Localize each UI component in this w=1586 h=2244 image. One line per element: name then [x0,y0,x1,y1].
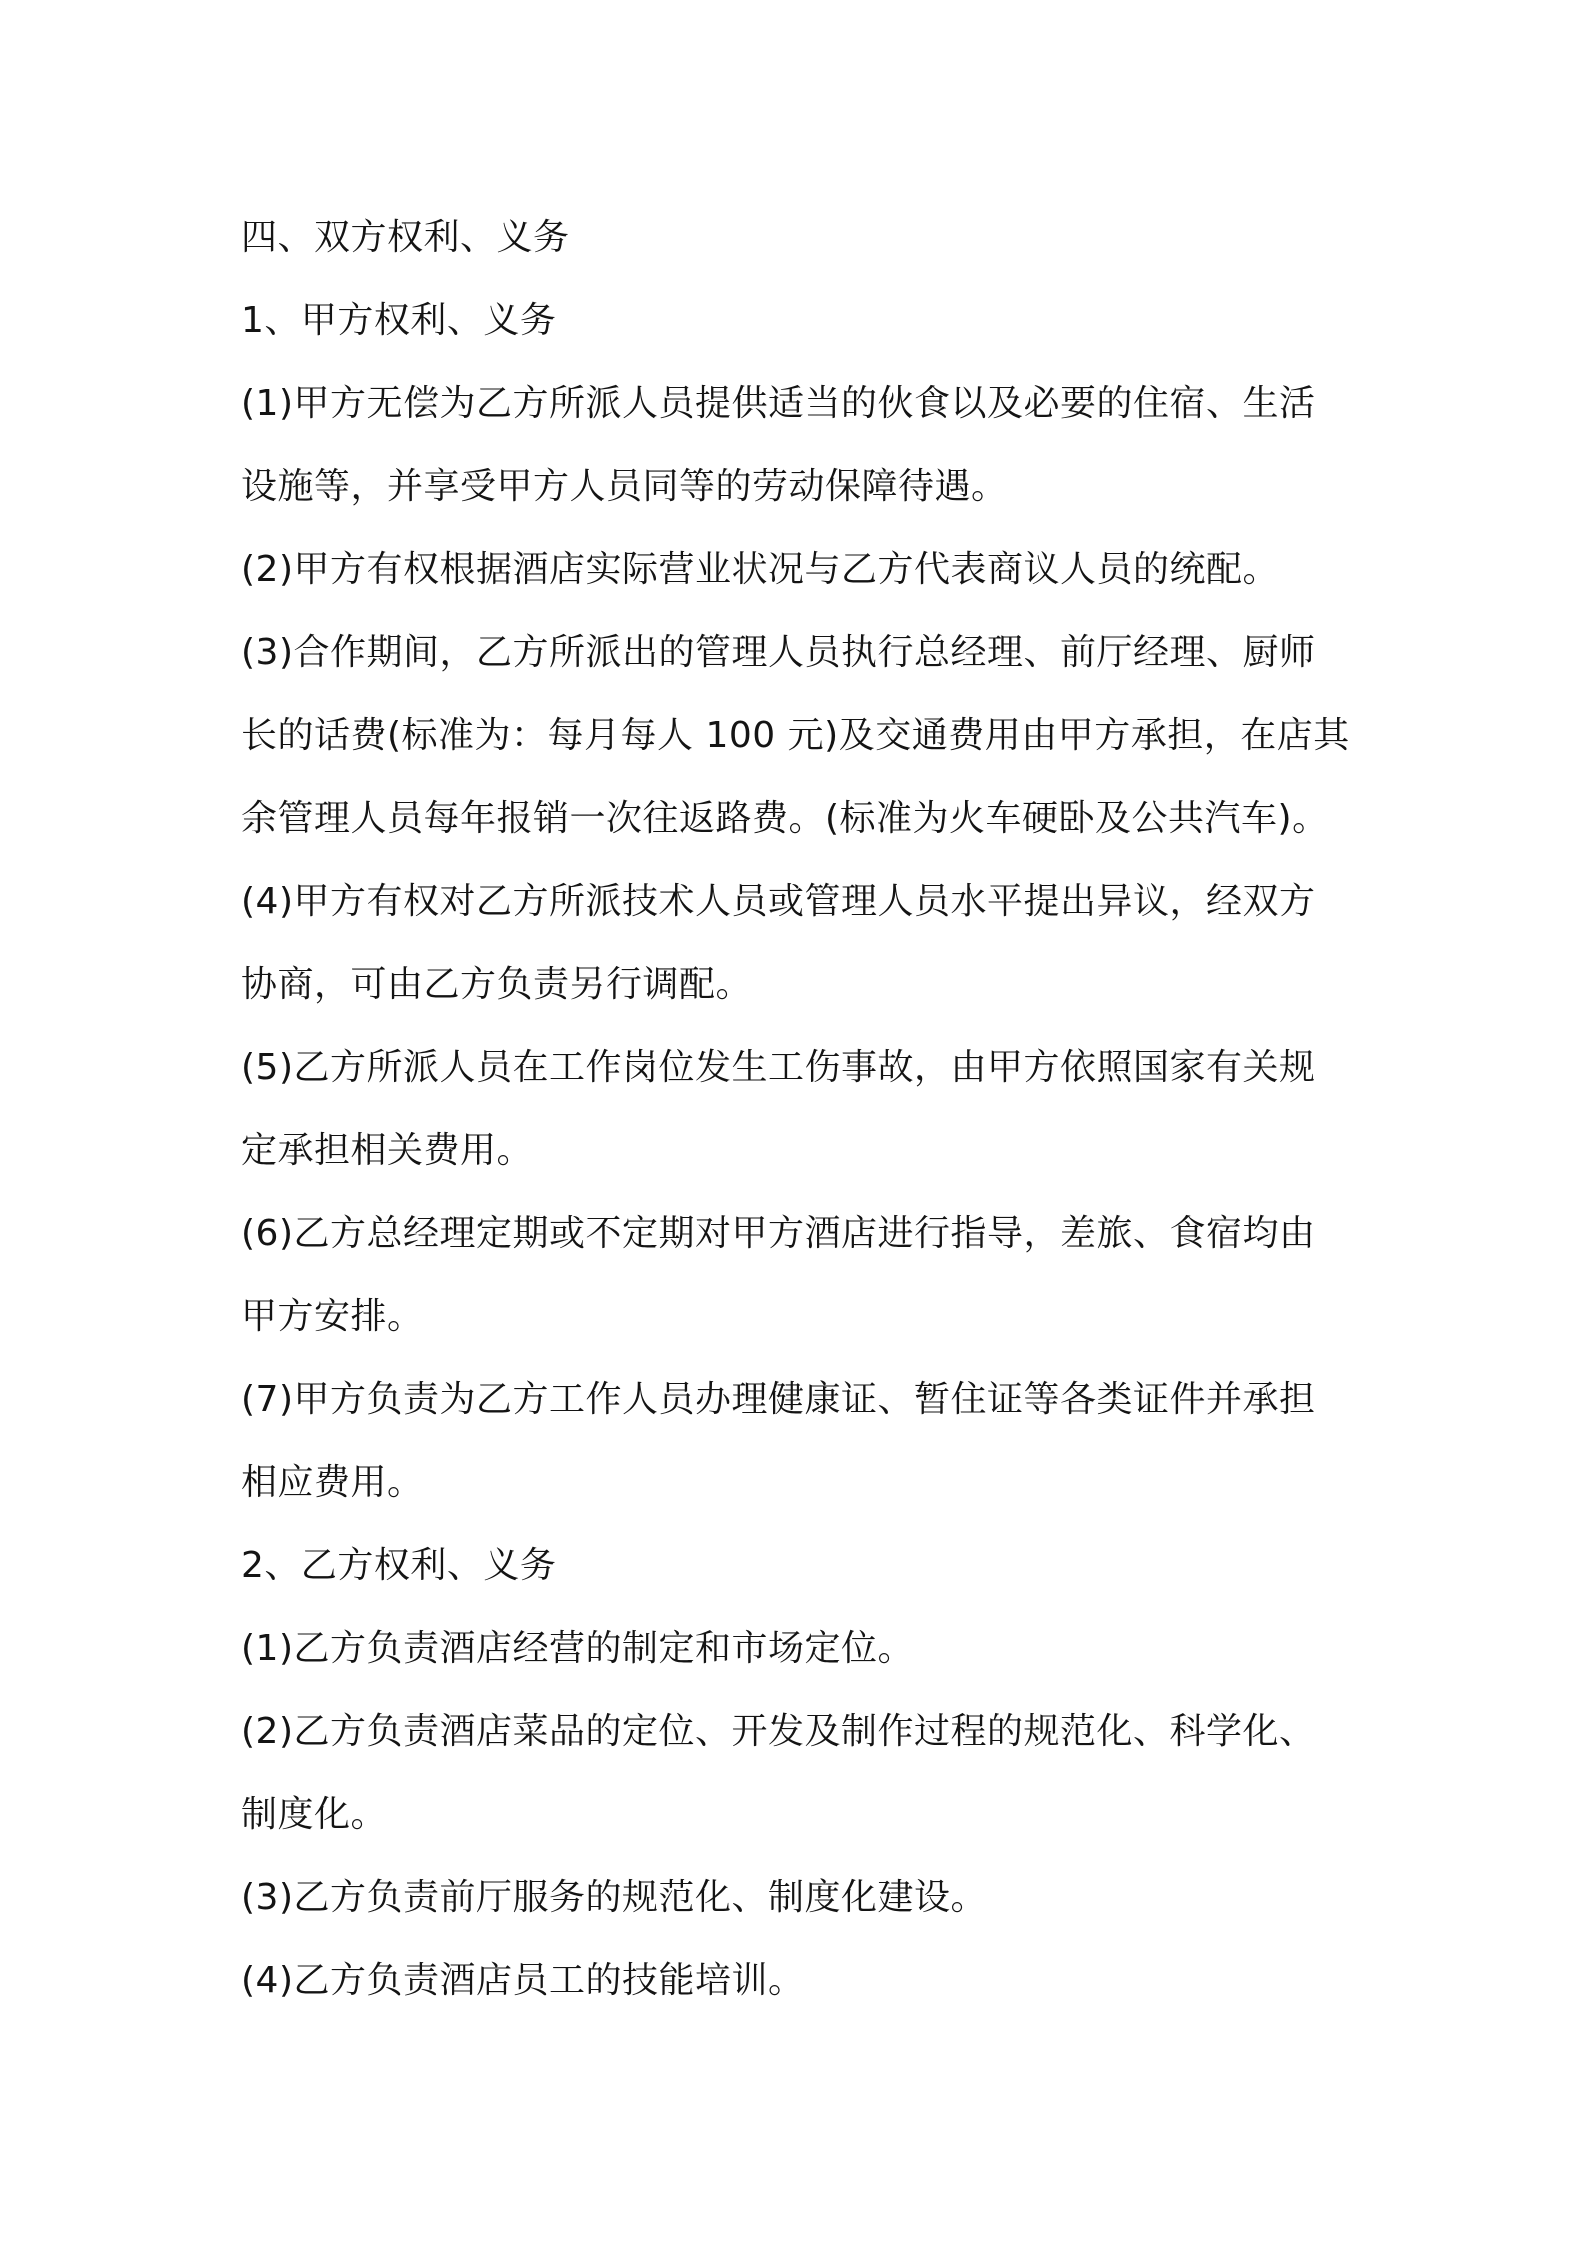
text-line: (4)乙方负责酒店员工的技能培训。 [241,1960,805,2001]
text-line: (1)乙方负责酒店经营的制定和市场定位。 [241,1628,914,1669]
text-line: 定承担相关费用。 [241,1130,534,1171]
section-heading: 四、双方权利、义务 [241,217,570,258]
text-line: (3)合作期间，乙方所派出的管理人员执行总经理、前厅经理、厨师 [241,632,1316,673]
subsection-heading-party-a: 1、甲方权利、义务 [241,300,557,341]
text-line: 设施等，并享受甲方人员同等的劳动保障待遇。 [241,466,1008,507]
text-line: (5)乙方所派人员在工作岗位发生工伤事故，由甲方依照国家有关规 [241,1047,1316,1088]
text-line: 相应费用。 [241,1462,424,1503]
text-line: (3)乙方负责前厅服务的规范化、制度化建设。 [241,1877,987,1918]
text-line: 协商，可由乙方负责另行调配。 [241,964,753,1005]
text-line: (1)甲方无偿为乙方所派人员提供适当的伙食以及必要的住宿、生活 [241,383,1316,424]
document-body [241,196,1361,2022]
text-line: 长的话费(标准为：每月每人 100 元)及交通费用由甲方承担，在店其 [241,715,1350,756]
text-line: 制度化。 [241,1794,388,1835]
text-line: (7)甲方负责为乙方工作人员办理健康证、暂住证等各类证件并承担 [241,1379,1316,1420]
text-line: (4)甲方有权对乙方所派技术人员或管理人员水平提出异议，经双方 [241,881,1316,922]
text-line: (2)乙方负责酒店菜品的定位、开发及制作过程的规范化、科学化、 [241,1711,1316,1752]
text-line: 甲方安排。 [241,1296,424,1337]
subsection-heading-party-b: 2、乙方权利、义务 [241,1545,557,1586]
text-line: (2)甲方有权根据酒店实际营业状况与乙方代表商议人员的统配。 [241,549,1279,590]
text-line: 余管理人员每年报销一次往返路费。(标准为火车硬卧及公共汽车)。 [241,798,1329,839]
text-line: (6)乙方总经理定期或不定期对甲方酒店进行指导，差旅、食宿均由 [241,1213,1316,1254]
